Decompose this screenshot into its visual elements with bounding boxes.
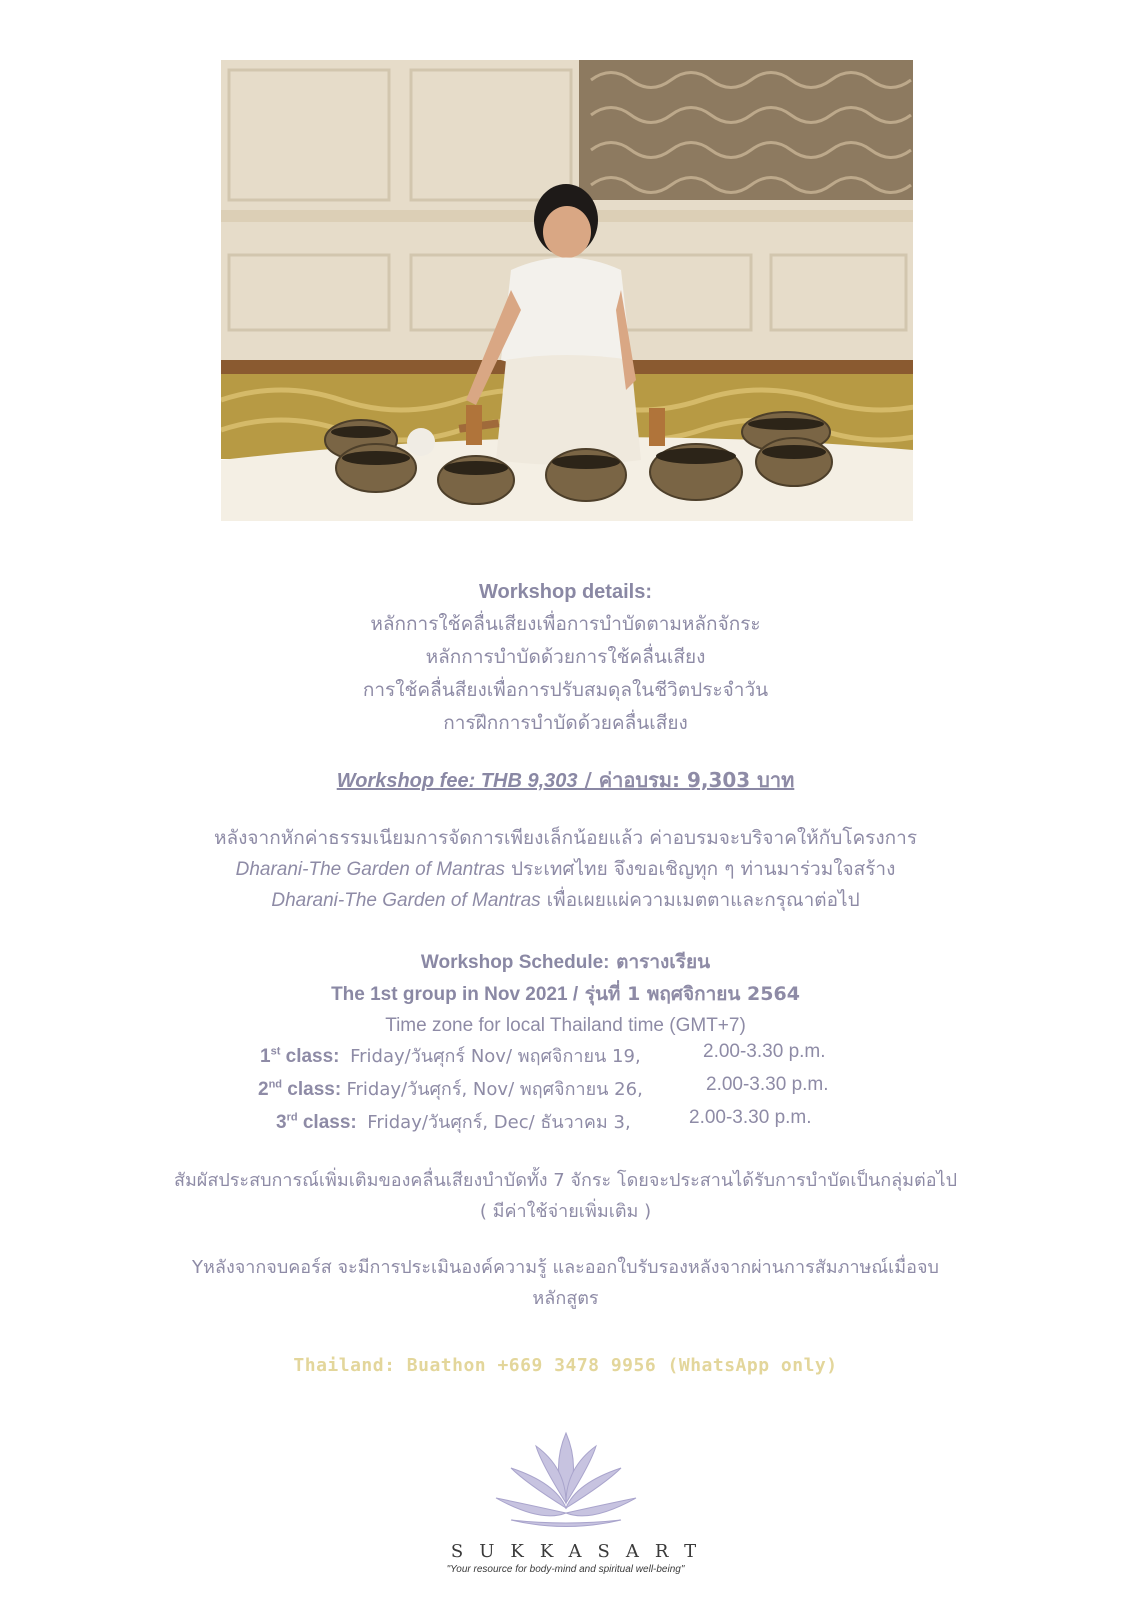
class-label: [258, 1079, 341, 1100]
contact-line: Thailand: Buathon +669 3478 9956 (WhatsApp only): [293, 1355, 838, 1376]
schedule-heading-th: ตารางเรียน: [609, 951, 711, 973]
fee-section: [0, 765, 1131, 796]
class-suffix: st: [270, 1045, 281, 1058]
class-date: Friday/วันศุกร์, Nov/ พฤศจิกายน 26,: [346, 1079, 643, 1100]
class-time: 2.00-3.30 p.m.: [689, 1107, 812, 1128]
details-section: [0, 576, 1131, 740]
class-word: class:: [280, 1046, 340, 1067]
class-date: Friday/วันศุกร์, Dec/ ธันวาคม 3,: [367, 1112, 631, 1133]
class-num: 2: [258, 1079, 269, 1100]
extra-line-2: ( มีค่าใช้จ่ายเพิ่มเติม ): [479, 1201, 652, 1222]
brand-tagline: "Your resource for body-mind and spiritual well-being": [446, 1564, 685, 1575]
class-time: 2.00-3.30 p.m.: [706, 1074, 829, 1095]
group-th: รุ่นที่ 1 พฤศจิกายน 2564: [578, 983, 800, 1005]
fee-en: Workshop fee: THB 9,303: [336, 770, 578, 792]
class-word: class:: [297, 1112, 357, 1133]
class-label: [276, 1112, 357, 1133]
brand-name: SUKKASART: [450, 1541, 713, 1562]
class-time: 2.00-3.30 p.m.: [703, 1041, 826, 1062]
class-suffix: nd: [268, 1078, 283, 1091]
donation-line-3-rest: เพื่อเผยแผ่ความเมตตาและกรุณาต่อไป: [540, 889, 860, 911]
certificate-line-2: หลักสูตร: [532, 1288, 599, 1309]
details-heading: Workshop details:: [479, 581, 652, 603]
class-num: 3: [276, 1112, 287, 1133]
fee-line: [337, 770, 795, 792]
schedule-heading: [0, 946, 1131, 978]
workshop-photo: [221, 60, 913, 521]
class-row: [258, 1074, 643, 1103]
donation-section: [0, 823, 1131, 916]
donation-line-1: หลังจากหักค่าธรรมเนียมการจัดการเพียงเล็กน้อยแล้ว ค่าอบรมจะบริจาคให้กับโครงการ: [213, 827, 918, 849]
class-num: 1: [260, 1046, 271, 1067]
dharani-name: Dharani-The Garden of Mantras: [235, 859, 505, 880]
details-line: การฝึกการบำบัดด้วยคลื่นเสียง: [443, 712, 688, 734]
fee-th: / ค่าอบรม: 9,303 บาท: [577, 768, 795, 792]
schedule-heading-en: Workshop Schedule:: [420, 952, 610, 973]
dharani-name: Dharani-The Garden of Mantras: [271, 890, 541, 911]
donation-line-2: [0, 854, 1131, 885]
details-line: หลักการบำบัดด้วยการใช้คลื่นเสียง: [425, 646, 706, 668]
class-label: [260, 1046, 340, 1067]
group-en: The 1st group in Nov 2021 /: [331, 984, 579, 1005]
details-line: หลักการใช้คลื่นเสียงเพื่อการบำบัดตามหลักจักระ: [370, 613, 761, 635]
schedule-section: [0, 946, 1131, 1041]
certificate-line-1: Yหลังจากจบคอร์ส จะมีการประเมินองค์ความรู้ และออกใบรับรองหลังจากผ่านการสัมภาษณ์เมื่อจบ: [192, 1257, 939, 1278]
donation-line-3: [0, 885, 1131, 916]
lotus-logo: [0, 1428, 1131, 1538]
extra-line-1: สัมผัสประสบการณ์เพิ่มเติมของคลื่นเสียงบำบัดทั้ง 7 จักระ โดยจะประสานได้รับการบำบัดเป็นกลุ่มต่อไป: [173, 1170, 958, 1191]
class-suffix: rd: [286, 1111, 298, 1124]
extra-section: [0, 1165, 1131, 1227]
timezone-line: Time zone for local Thailand time (GMT+7): [385, 1015, 746, 1036]
group-line: [0, 978, 1131, 1010]
class-row: [260, 1041, 641, 1070]
class-row: [276, 1107, 631, 1136]
details-line: การใช้คลื่นสียงเพื่อการปรับสมดุลในชีวิตประจำวัน: [362, 679, 769, 701]
class-word: class:: [282, 1079, 342, 1100]
class-date: Friday/วันศุกร์ Nov/ พฤศจิกายน 19,: [350, 1046, 641, 1067]
certificate-section: [0, 1252, 1131, 1314]
donation-line-2-rest: ประเทศไทย จึงขอเชิญทุก ๆ ท่านมาร่วมใจสร้าง: [504, 858, 896, 880]
